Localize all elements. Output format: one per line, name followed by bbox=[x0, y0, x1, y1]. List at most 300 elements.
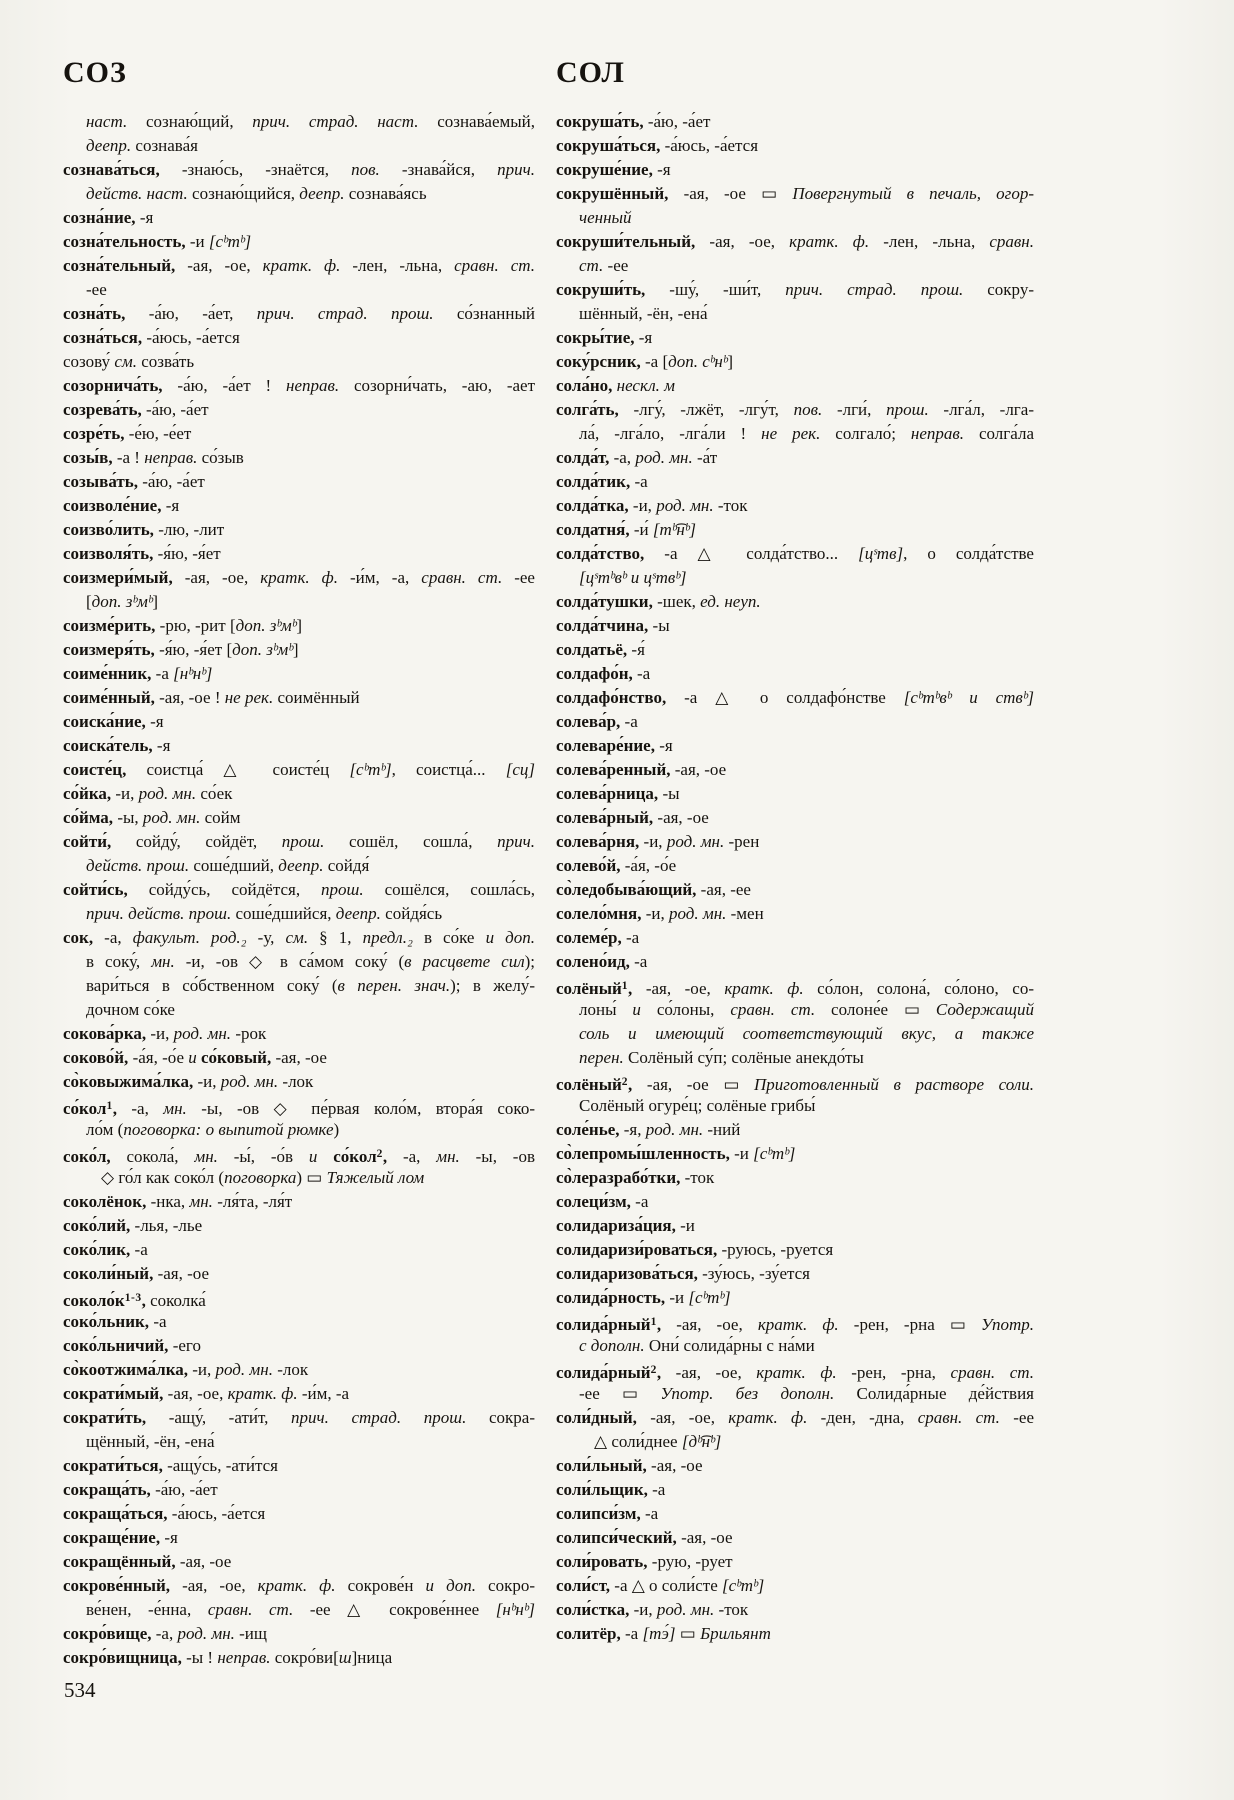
dict-line bbox=[63, 1094, 535, 1118]
entry-text: сошёл, сошла́, bbox=[349, 832, 498, 851]
dict-line bbox=[63, 446, 535, 470]
entry-text: прош. bbox=[321, 880, 385, 899]
entry-text: -а bbox=[625, 928, 640, 947]
headword: , bbox=[112, 1099, 132, 1118]
headword: солида́рный bbox=[556, 1363, 651, 1382]
entry-text: род. мн. bbox=[138, 784, 201, 803]
headword: солда́тка, bbox=[556, 496, 633, 515]
dict-line bbox=[556, 710, 1034, 734]
entry-text: -и́ bbox=[633, 520, 653, 539]
headword: соизмери́мый, bbox=[63, 568, 185, 587]
headword: солда́тчина, bbox=[556, 616, 653, 635]
entry-text: ] bbox=[296, 616, 303, 635]
headword: созорнича́ть, bbox=[63, 376, 178, 395]
headword: солеме́р, bbox=[556, 928, 626, 947]
dict-line bbox=[556, 230, 1034, 254]
entry-text: 1 bbox=[621, 980, 629, 992]
entry-text: сокру- bbox=[987, 280, 1034, 299]
entry-text: -я bbox=[156, 736, 171, 755]
dict-line bbox=[63, 1118, 535, 1142]
dict-line bbox=[63, 1502, 535, 1526]
entry-text: -я bbox=[139, 208, 154, 227]
dict-line bbox=[63, 1358, 535, 1382]
entry-text: в соку́, bbox=[86, 952, 152, 971]
entry-text: лоны́ bbox=[579, 1000, 633, 1019]
headword: солида́рный bbox=[556, 1315, 651, 1334]
entry-text: род. мн. bbox=[656, 1600, 719, 1619]
dict-line bbox=[556, 734, 1034, 758]
entry-text: сознаю́щий, bbox=[145, 112, 253, 131]
dict-line bbox=[63, 1622, 535, 1646]
entry-text: -ая, -ое bbox=[179, 1552, 232, 1571]
headword: сокруша́ться, bbox=[556, 136, 665, 155]
entry-text: 1-3 bbox=[124, 1292, 142, 1304]
dict-line bbox=[556, 1286, 1034, 1310]
entry-text: ченный bbox=[579, 208, 632, 227]
entry-text: -а́юсь, -а́ется bbox=[146, 328, 240, 347]
dict-line bbox=[63, 374, 535, 398]
entry-text: пов. bbox=[351, 160, 402, 179]
entry-text: со́лон, солона́, со́лоно, со- bbox=[817, 979, 1034, 998]
entry-text: -я́ю, -я́ет bbox=[157, 544, 221, 563]
entry-text: сравн. ст. bbox=[730, 1000, 832, 1019]
headword: соизволе́ние, bbox=[63, 496, 166, 515]
dict-line bbox=[556, 302, 1034, 326]
dict-line bbox=[63, 110, 535, 134]
dict-line bbox=[556, 1574, 1034, 1598]
headword: созы́в, bbox=[63, 448, 117, 467]
headword: созна́ть, bbox=[63, 304, 149, 323]
dict-line bbox=[63, 518, 535, 542]
headword: соко́льник, bbox=[63, 1312, 154, 1331]
headword: соко́льничий, bbox=[63, 1336, 173, 1355]
dict-line bbox=[556, 350, 1034, 374]
headword: соизво́лить, bbox=[63, 520, 159, 539]
entry-text: Повергнутый в печаль, огор- bbox=[792, 184, 1034, 203]
entry-text: -и, bbox=[632, 496, 657, 515]
dict-line bbox=[556, 686, 1034, 710]
page-number: 534 bbox=[64, 1678, 96, 1702]
entry-text: сошёлся, сошла́сь, bbox=[384, 880, 535, 899]
entry-text: соколка́ bbox=[150, 1291, 206, 1310]
headword: созна́тельность, bbox=[63, 232, 190, 251]
entry-text: кратк. ф. bbox=[257, 1576, 348, 1595]
dict-line bbox=[63, 566, 535, 590]
headword: сокруше́ние, bbox=[556, 160, 658, 179]
dict-line bbox=[556, 1622, 1034, 1646]
entry-text: -ден, -дна, bbox=[820, 1408, 918, 1427]
entry-text: -а bbox=[153, 1312, 167, 1331]
entry-text: -лгу́, -лжёт, -лгу́т, bbox=[633, 400, 794, 419]
dict-line bbox=[556, 1142, 1034, 1166]
headword: сознава́ться, bbox=[63, 160, 182, 179]
dict-line bbox=[556, 806, 1034, 830]
headword: соли́стка, bbox=[556, 1600, 634, 1619]
dict-line bbox=[556, 1382, 1034, 1406]
headword: со́кол bbox=[63, 1099, 107, 1118]
entry-text: -ащу́, -ати́т, bbox=[168, 1408, 291, 1427]
entry-text: сойдя́ bbox=[327, 856, 370, 875]
dict-line bbox=[63, 974, 535, 998]
dict-line bbox=[63, 902, 535, 926]
dict-line bbox=[63, 854, 535, 878]
entry-text: поговорка bbox=[224, 1168, 297, 1187]
headword: со̀лепромы́шленность, bbox=[556, 1144, 735, 1163]
headword: солга́ть, bbox=[556, 400, 634, 419]
entry-text: -а bbox=[634, 952, 648, 971]
entry-text: в со́ке bbox=[423, 928, 486, 947]
entry-text: в расцвете сил bbox=[404, 952, 525, 971]
entry-text: -ищ bbox=[239, 1624, 267, 1643]
entry-text: мн. bbox=[151, 952, 186, 971]
entry-text: -а́ю, -а́ет bbox=[145, 400, 209, 419]
entry-text: [сᵇтᵇвᵇ и ствᵇ] bbox=[903, 688, 1034, 707]
entry-text: -ая, -ое, bbox=[182, 1576, 258, 1595]
entry-text: ш bbox=[338, 1648, 352, 1667]
entry-text: -рок bbox=[235, 1024, 267, 1043]
dict-line bbox=[556, 854, 1034, 878]
headword: соку́рсник, bbox=[556, 352, 645, 371]
headword: солдафо́нство, bbox=[556, 688, 685, 707]
dict-line bbox=[63, 758, 535, 782]
entry-text: неправ. bbox=[217, 1648, 275, 1667]
entry-text: -и, bbox=[197, 1072, 221, 1091]
dict-line bbox=[556, 1406, 1034, 1430]
entry-text: со́знанный bbox=[456, 304, 535, 323]
headword: солда́тик, bbox=[556, 472, 635, 491]
entry-text: , о солда́тстве bbox=[903, 544, 1034, 563]
dict-line bbox=[63, 350, 535, 374]
entry-text: -я, bbox=[623, 1120, 646, 1139]
dict-line bbox=[63, 1406, 535, 1430]
entry-text: нескл. м bbox=[616, 376, 676, 395]
headword: солипси́зм, bbox=[556, 1504, 645, 1523]
entry-text: -я bbox=[638, 328, 653, 347]
entry-text: кратк. ф. bbox=[262, 256, 353, 275]
entry-text: ◇ го́л как соко́л ( bbox=[101, 1168, 225, 1187]
entry-text: -лок bbox=[282, 1072, 314, 1091]
entry-text: поговорка: о выпитой рюмке bbox=[123, 1120, 334, 1139]
headword: сокро́вище, bbox=[63, 1624, 156, 1643]
entry-text: 2 bbox=[650, 1364, 657, 1376]
entry-text: ] bbox=[292, 640, 299, 659]
headword: соиме́нник, bbox=[63, 664, 156, 683]
dict-line bbox=[556, 374, 1034, 398]
dict-line bbox=[63, 782, 535, 806]
entry-text: -ая, -ое ! bbox=[159, 688, 225, 707]
entry-text: -а, bbox=[613, 448, 636, 467]
dict-line bbox=[63, 1334, 535, 1358]
entry-text: кратк. ф. bbox=[728, 1408, 821, 1427]
dict-line bbox=[63, 182, 535, 206]
dict-line bbox=[556, 590, 1034, 614]
entry-text: -лен, -льна, bbox=[352, 256, 455, 275]
dict-line bbox=[63, 830, 535, 854]
headword: сократи́ться, bbox=[63, 1456, 168, 1475]
entry-text: кратк. ф. bbox=[724, 979, 818, 998]
entry-text: неправ. bbox=[910, 424, 979, 443]
dict-line bbox=[63, 998, 535, 1022]
entry-text: -а [ bbox=[644, 352, 669, 371]
dict-line bbox=[556, 614, 1034, 638]
dict-line bbox=[556, 1166, 1034, 1190]
dict-line bbox=[556, 110, 1034, 134]
entry-text: -ая, -ое bbox=[681, 1528, 733, 1547]
entry-text: и bbox=[188, 1048, 202, 1067]
headword: соколи́ный, bbox=[63, 1264, 158, 1283]
entry-text: -а, bbox=[402, 1147, 437, 1166]
headword: , bbox=[382, 1147, 403, 1166]
headword: сокры́тие, bbox=[556, 328, 639, 347]
entry-text: [тᵇ͡нᵇ] bbox=[652, 520, 696, 539]
headword: сократи́ть, bbox=[63, 1408, 169, 1427]
entry-text: -ая, -ое, bbox=[650, 1408, 729, 1427]
dict-line bbox=[556, 1454, 1034, 1478]
entry-text: род. мн. bbox=[635, 448, 697, 467]
entry-text: сойду́сь, сойдётся, bbox=[148, 880, 322, 899]
dict-line bbox=[63, 206, 535, 230]
entry-text: [нᵇнᵇ] bbox=[173, 664, 213, 683]
entry-text: -ая, -ее bbox=[700, 880, 751, 899]
headword: солдатня́, bbox=[556, 520, 634, 539]
dict-line bbox=[556, 1070, 1034, 1094]
headword: сокраща́ться, bbox=[63, 1504, 172, 1523]
headword: , bbox=[656, 1363, 676, 1382]
entry-text: -а △ о соли́сте bbox=[614, 1576, 722, 1595]
entry-text: неправ. bbox=[144, 448, 202, 467]
entry-text: -ы, -ов ◇ пе́рвая коло́м, втора́я соко- bbox=[201, 1099, 535, 1118]
entry-text: сравн. bbox=[989, 232, 1034, 251]
entry-text: ]ница bbox=[351, 1648, 393, 1667]
entry-text: ▭ bbox=[675, 1624, 701, 1643]
entry-text: род. мн. bbox=[666, 832, 729, 851]
entry-text: -его bbox=[172, 1336, 201, 1355]
entry-text: мн. bbox=[163, 1099, 202, 1118]
running-head-left: СОЗ bbox=[63, 56, 127, 89]
right-column bbox=[556, 110, 1034, 1646]
entry-text: ] bbox=[727, 352, 734, 371]
headword: солитёр, bbox=[556, 1624, 626, 1643]
entry-text: прич. действ. прош. bbox=[86, 904, 236, 923]
entry-text: -ая, -ое, bbox=[676, 1315, 758, 1334]
entry-text: -ая, -ое bbox=[157, 1264, 210, 1283]
dict-line bbox=[63, 1454, 535, 1478]
dict-line bbox=[63, 1430, 535, 1454]
entry-text: сокола́, bbox=[126, 1147, 195, 1166]
entry-text: прич. страд. прош. bbox=[291, 1408, 489, 1427]
entry-text: прич. страд. наст. bbox=[252, 112, 438, 131]
entry-text: ла́, -лга́ло, -лга́ли ! bbox=[579, 424, 762, 443]
entry-text: -а bbox=[652, 1480, 666, 1499]
headword: солева́рница, bbox=[556, 784, 663, 803]
entry-text: мн. bbox=[189, 1192, 218, 1211]
headword: созрева́ть, bbox=[63, 400, 146, 419]
dict-line bbox=[63, 638, 535, 662]
dict-line bbox=[556, 1022, 1034, 1046]
headword: соли́льный, bbox=[556, 1456, 652, 1475]
entry-text: ло́м ( bbox=[86, 1120, 124, 1139]
headword: сокруша́ть, bbox=[556, 112, 648, 131]
headword: соли́дный, bbox=[556, 1408, 651, 1427]
headword: сок, bbox=[63, 928, 105, 947]
entry-text: соистца́ △ соисте́ц bbox=[146, 760, 350, 779]
entry-text: см. bbox=[114, 352, 142, 371]
entry-text: соше́дший, bbox=[193, 856, 279, 875]
entry-text: [тэ́] bbox=[642, 1624, 676, 1643]
entry-text: -я bbox=[150, 712, 164, 731]
entry-text: сознава́я bbox=[135, 136, 198, 155]
entry-text: -а bbox=[634, 472, 648, 491]
dict-line bbox=[556, 1310, 1034, 1334]
entry-text: со́ек bbox=[200, 784, 233, 803]
entry-text: -у, bbox=[257, 928, 286, 947]
dict-line bbox=[63, 1190, 535, 1214]
entry-text: факульт. род.₂ bbox=[132, 928, 258, 947]
headword: солда́тство, bbox=[556, 544, 665, 563]
entry-text: 2 bbox=[376, 1148, 383, 1160]
entry-text: -ая, -ое bbox=[657, 808, 709, 827]
entry-text: род. мн. bbox=[173, 1024, 236, 1043]
entry-text: действ. прош. bbox=[86, 856, 194, 875]
dict-line bbox=[63, 302, 535, 326]
entry-text: -ы, -ов bbox=[475, 1147, 535, 1166]
headword: сола́но, bbox=[556, 376, 617, 395]
headword: соколо́к bbox=[63, 1291, 125, 1310]
entry-text: , соистца́... bbox=[391, 760, 506, 779]
headword: солеваре́ние, bbox=[556, 736, 660, 755]
entry-text: -ая, -ое, bbox=[187, 256, 263, 275]
entry-text: [сц] bbox=[505, 760, 535, 779]
entry-text: Солида́рные де́йствия bbox=[856, 1384, 1034, 1403]
entry-text: -а, bbox=[155, 1624, 178, 1643]
entry-text: и bbox=[308, 1147, 334, 1166]
entry-text: прош. bbox=[281, 832, 349, 851]
entry-text: солгало́; bbox=[835, 424, 911, 443]
dict-line bbox=[556, 158, 1034, 182]
headword: , bbox=[656, 1315, 677, 1334]
dict-line bbox=[63, 710, 535, 734]
entry-text: Солёный су́п; солёные анекдо́ты bbox=[628, 1048, 864, 1067]
entry-text: солга́ла bbox=[978, 424, 1034, 443]
entry-text: сравн. ст. bbox=[207, 1600, 310, 1619]
dict-line bbox=[63, 1070, 535, 1094]
entry-text: -и́м, -а bbox=[301, 1384, 350, 1403]
entry-text: -ащу́сь, -ати́тся bbox=[167, 1456, 278, 1475]
entry-text: неправ. bbox=[286, 376, 354, 395]
entry-text: -а bbox=[635, 1192, 649, 1211]
entry-text: -лю, -лит bbox=[158, 520, 225, 539]
entry-text: -ая, -ое, bbox=[167, 1384, 228, 1403]
dict-line bbox=[63, 1286, 535, 1310]
entry-text: доп. зᵇмᵇ bbox=[232, 640, 293, 659]
headword: солева́ренный, bbox=[556, 760, 675, 779]
headword: солипси́ческий, bbox=[556, 1528, 682, 1547]
dict-line bbox=[556, 182, 1034, 206]
headword: со̀ледобыва́ющий, bbox=[556, 880, 701, 899]
entry-text: мн. bbox=[436, 1147, 476, 1166]
dict-line bbox=[63, 1262, 535, 1286]
dict-line bbox=[63, 950, 535, 974]
entry-text: мн. bbox=[194, 1147, 234, 1166]
entry-text: -я bbox=[659, 736, 673, 755]
entry-text: солоне́е ▭ bbox=[831, 1000, 936, 1019]
dict-line bbox=[556, 1430, 1034, 1454]
entry-text: -ы bbox=[662, 784, 680, 803]
entry-text: [сᵇтᵇ] bbox=[688, 1288, 731, 1307]
entry-text: § 1, bbox=[319, 928, 363, 947]
entry-text: род. мн. bbox=[645, 1120, 708, 1139]
headword: солело́мня, bbox=[556, 904, 646, 923]
entry-text: кратк. ф. bbox=[756, 1363, 852, 1382]
dict-line bbox=[556, 1238, 1034, 1262]
entry-text: с дополн. bbox=[579, 1336, 649, 1355]
entry-text: [цˢтᵇвᵇ и цˢтвᵇ] bbox=[579, 568, 687, 587]
headword: солида́рность, bbox=[556, 1288, 670, 1307]
entry-text: Употр. без дополн. bbox=[660, 1384, 857, 1403]
entry-text: -а, bbox=[131, 1099, 164, 1118]
entry-text: Содержащий bbox=[935, 1000, 1034, 1019]
entry-text: -лги́, bbox=[836, 400, 887, 419]
dict-line bbox=[63, 398, 535, 422]
headword: сокро́вищница, bbox=[63, 1648, 187, 1667]
entry-text: -и, -ов ◇ в са́мом соку́ ( bbox=[185, 952, 405, 971]
entry-text: [дᵇ͡нᵇ] bbox=[681, 1432, 722, 1451]
headword: сокруши́ть, bbox=[556, 280, 670, 299]
entry-text: сокра- bbox=[488, 1408, 535, 1427]
entry-text: сознава́ясь bbox=[348, 184, 427, 203]
entry-text: -я bbox=[165, 496, 180, 515]
headword: соизме́рить, bbox=[63, 616, 160, 635]
headword: со̀коотжима́лка, bbox=[63, 1360, 193, 1379]
entry-text: -ее bbox=[607, 256, 629, 275]
headword: соиска́ние, bbox=[63, 712, 151, 731]
entry-text: ст. bbox=[579, 256, 608, 275]
entry-text: род. мн. bbox=[142, 808, 205, 827]
entry-text: -а bbox=[624, 712, 638, 731]
dict-line bbox=[556, 206, 1034, 230]
entry-text: -ая, -ое, bbox=[709, 232, 790, 251]
entry-text: -лья, -лье bbox=[134, 1216, 203, 1235]
entry-text: -и́м, -а, bbox=[350, 568, 422, 587]
entry-text: -и, bbox=[192, 1360, 216, 1379]
headword: сокрове́нный, bbox=[63, 1576, 183, 1595]
headword: со́йка, bbox=[63, 784, 116, 803]
dict-line bbox=[63, 1574, 535, 1598]
headword: сойти́сь, bbox=[63, 880, 149, 899]
entry-text: Употр. bbox=[981, 1315, 1034, 1334]
entry-text: сокро- bbox=[488, 1576, 535, 1595]
entry-text: прич. bbox=[497, 832, 535, 851]
entry-text: -е́ю, -е́ет bbox=[128, 424, 192, 443]
entry-text: -и bbox=[734, 1144, 754, 1163]
entry-text: в перен. знач. bbox=[337, 976, 451, 995]
entry-text: род. мн. bbox=[656, 496, 718, 515]
entry-text: -лга́л, -лга- bbox=[943, 400, 1034, 419]
entry-text: -ы ! bbox=[186, 1648, 218, 1667]
entry-text: -а́я, -о́е bbox=[132, 1048, 189, 1067]
entry-text: -ы, bbox=[117, 808, 143, 827]
entry-text: -рен bbox=[728, 832, 760, 851]
entry-text: прич. bbox=[497, 160, 535, 179]
entry-text: -ний bbox=[707, 1120, 741, 1139]
entry-text: деепр. bbox=[278, 856, 328, 875]
entry-text: -ая, -ое, bbox=[184, 568, 261, 587]
entry-text: -рую, -рует bbox=[651, 1552, 733, 1571]
dict-line bbox=[63, 1142, 535, 1166]
headword: соизмеря́ть, bbox=[63, 640, 160, 659]
entry-text: -ая, -ое bbox=[674, 760, 727, 779]
entry-text: -а bbox=[644, 1504, 659, 1523]
